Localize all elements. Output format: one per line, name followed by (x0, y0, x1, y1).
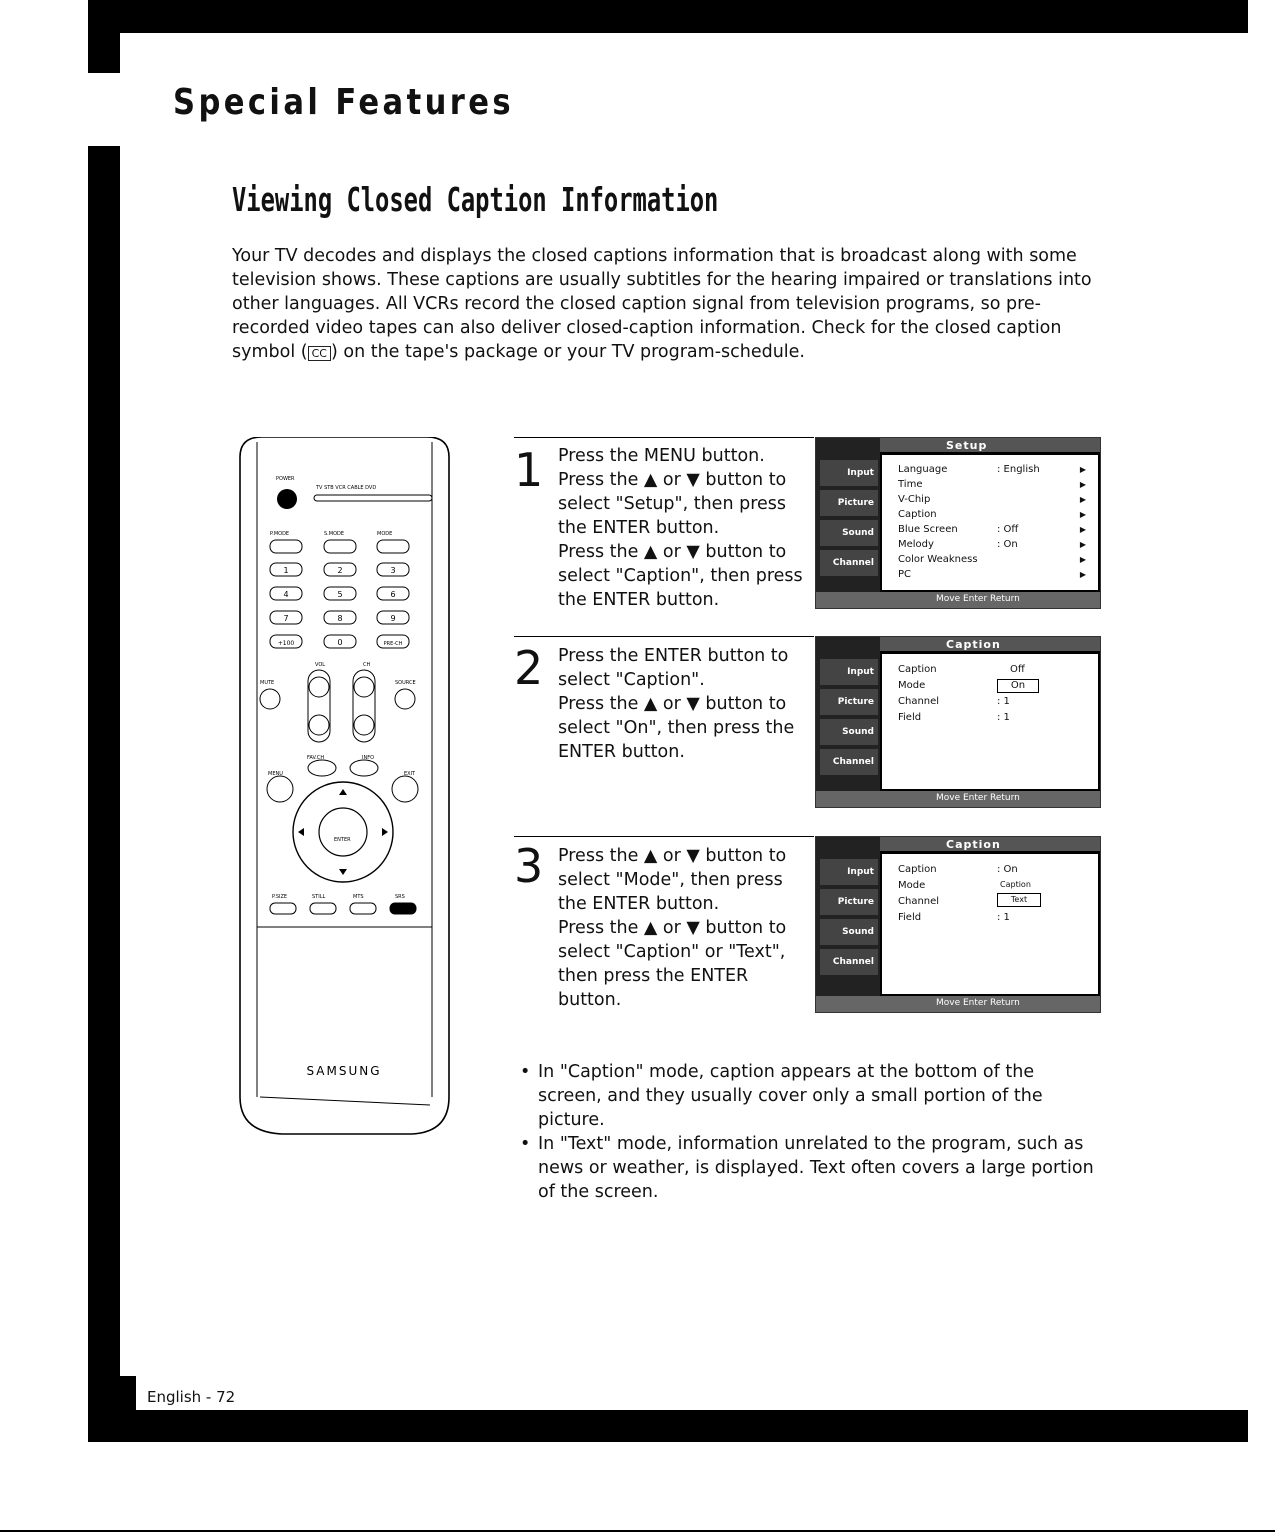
power-button (277, 489, 297, 509)
osd-setup-row-pc: PC (898, 569, 912, 580)
osd3-val-mode: Caption (1000, 880, 1031, 889)
srs-label: SRS (395, 894, 405, 900)
bottom-bar (88, 1410, 1248, 1442)
intro-text-1: Your TV decodes and displays the closed captions information that is broadcast along with some television shows. These captions are usually subtitles for the hearing impaired or translations into other languages. All VCRs record the closed caption signal from television programs, so pre-recorded video tapes can also deliver closed-caption information. Check for the closed caption symbol ( (232, 246, 1092, 362)
favch-label: FAV.CH (307, 755, 325, 761)
step1-text (558, 444, 813, 612)
top-bar (88, 0, 1248, 33)
osd-setup-input: Input (820, 460, 878, 486)
arrow-right-icon: ▶ (1079, 555, 1086, 564)
exit-label: EXIT (404, 771, 416, 777)
step3-rule (514, 836, 814, 837)
osd-setup-val-bluescreen: : Off (997, 524, 1019, 535)
pmode-label: P.MODE (270, 531, 290, 537)
arrow-right-icon: ▶ (1079, 540, 1086, 549)
source-label: SOURCE (395, 680, 416, 686)
note-text-mode: • In "Text" mode, information unrelated to the program, such as news or weather, is displayed. Text often covers a large portion of the screen. (520, 1132, 1100, 1204)
osd-setup-row-melody: Melody (898, 539, 934, 550)
enter-label: ENTER (334, 837, 351, 843)
arrow-right-icon: ▶ (1079, 510, 1086, 519)
osd2-val-caption: Off (1010, 664, 1025, 675)
osd-setup-row-caption: Caption (898, 509, 937, 520)
step2-line2: Press the ▲ or ▼ button to select "On", then press the ENTER button. (558, 694, 795, 762)
smode-label: S.MODE (324, 531, 345, 537)
arrow-right-icon: ▶ (1079, 480, 1086, 489)
left-bar-top (88, 0, 120, 73)
key-4: 4 (283, 590, 289, 599)
left-bar (88, 146, 120, 1376)
step2-line1: Press the ENTER button to select "Caption". (558, 646, 789, 690)
arrow-right-icon: ▶ (1079, 570, 1086, 579)
osd3-val-caption: : On (997, 864, 1018, 875)
step1-line3: Press the ▲ or ▼ button to select "Caption", then press the ENTER button. (558, 542, 803, 610)
osd-setup-screen (815, 437, 1101, 609)
osd3-row-channel: Channel (898, 896, 940, 907)
step3-text (558, 844, 813, 1012)
step2-text (558, 644, 813, 764)
key-1: 1 (283, 566, 289, 575)
mute-label: MUTE (260, 680, 275, 686)
osd2-row-field: Field (898, 712, 922, 723)
remote-brand: SAMSUNG (306, 1064, 382, 1078)
osd-setup-picture: Picture (820, 490, 878, 516)
osd2-channel: Channel (820, 749, 878, 775)
osd2-input: Input (820, 659, 878, 685)
mts-label: MTS (353, 894, 364, 900)
osd2-footer-text: Move Enter Return (936, 793, 1020, 803)
osd3-row-mode: Mode (898, 880, 926, 891)
key-2: 2 (337, 566, 343, 575)
osd2-sound: Sound (820, 719, 878, 745)
page-heading: Viewing Closed Caption Information (232, 180, 719, 219)
step1-line1: Press the MENU button. (558, 446, 765, 466)
osd-setup-footer-text: Move Enter Return (936, 594, 1020, 604)
step1-line2: Press the ▲ or ▼ button to select "Setup", then press the ENTER button. (558, 470, 787, 538)
menu-label: MENU (268, 771, 283, 777)
step3-line1: Press the ▲ or ▼ button to select "Mode", then press the ENTER button. (558, 846, 787, 914)
osd2-panel (882, 654, 1098, 789)
key-100: +100 (277, 640, 295, 647)
osd-setup-sound: Sound (820, 520, 878, 546)
note-caption-mode: • In "Caption" mode, caption appears at the bottom of the screen, and they usually cover only a small portion of the picture. (520, 1060, 1100, 1132)
osd3-row-caption: Caption (898, 864, 937, 875)
step1-number: 1 (514, 443, 544, 497)
key-5: 5 (337, 590, 343, 599)
osd-setup-title: Setup (946, 439, 988, 452)
osd-setup-panel (882, 455, 1098, 590)
step2-rule (514, 636, 814, 637)
remote-svg (232, 437, 457, 1137)
key-prech: PRE-CH (383, 641, 403, 647)
notes-list (520, 1060, 1100, 1204)
osd-setup-row-colorweakness: Color Weakness (898, 554, 978, 565)
arrow-right-icon: ▶ (1079, 495, 1086, 504)
osd2-val-field: : 1 (997, 712, 1010, 723)
vol-label: VOL (315, 662, 326, 668)
osd3-picture: Picture (820, 889, 878, 915)
osd-caption-screen-1 (815, 636, 1101, 808)
still-label: STILL (312, 894, 326, 900)
step3-number: 3 (514, 839, 544, 893)
cc-symbol: CC (308, 346, 331, 361)
osd3-val-field: : 1 (997, 912, 1010, 923)
osd3-title: Caption (946, 838, 1001, 851)
key-9: 9 (390, 614, 396, 623)
osd-setup-footer (816, 592, 1100, 608)
osd3-footer-text: Move Enter Return (936, 998, 1020, 1008)
osd3-input: Input (820, 859, 878, 885)
intro-paragraph (232, 244, 1092, 364)
osd3-panel (882, 854, 1098, 994)
bottom-rule (0, 1530, 1275, 1532)
key-0: 0 (337, 638, 343, 647)
osd-setup-channel: Channel (820, 550, 878, 576)
section-title: Special Features (173, 82, 515, 123)
osd-setup-val-language: : English (997, 464, 1040, 475)
key-8: 8 (337, 614, 343, 623)
arrow-right-icon: ▶ (1079, 525, 1086, 534)
step2-number: 2 (514, 641, 544, 695)
osd3-row-field: Field (898, 912, 922, 923)
osd2-row-channel: Channel (898, 696, 940, 707)
osd3-channel: Channel (820, 949, 878, 975)
osd2-val-mode: On (997, 679, 1039, 693)
step1-rule (514, 437, 814, 438)
osd-setup-row-time: Time (898, 479, 923, 490)
osd2-row-mode: Mode (898, 680, 926, 691)
osd3-footer (816, 996, 1100, 1012)
key-3: 3 (390, 566, 396, 575)
power-label: POWER (276, 476, 295, 482)
remote-illustration (232, 437, 457, 1141)
page-number: English - 72 (147, 1388, 236, 1406)
osd3-sound: Sound (820, 919, 878, 945)
osd3-val-text: Text (997, 893, 1041, 907)
key-7: 7 (283, 614, 289, 623)
osd2-picture: Picture (820, 689, 878, 715)
psize-label: P.SIZE (272, 894, 288, 900)
mode-label: MODE (377, 531, 393, 537)
osd-setup-val-melody: : On (997, 539, 1018, 550)
osd-setup-row-vchip: V-Chip (898, 494, 931, 505)
intro-text-2: ) on the tape's package or your TV program-schedule. (330, 342, 805, 362)
osd2-val-channel: : 1 (997, 696, 1010, 707)
osd2-row-caption: Caption (898, 664, 937, 675)
osd2-title: Caption (946, 638, 1001, 651)
osd-setup-row-language: Language (898, 464, 948, 475)
osd-caption-screen-2 (815, 836, 1101, 1013)
osd2-footer (816, 791, 1100, 807)
mode-labels: TV STB VCR CABLE DVD (316, 485, 377, 491)
step3-line2: Press the ▲ or ▼ button to select "Caption" or "Text", then press the ENTER button. (558, 918, 787, 1010)
key-6: 6 (390, 590, 396, 599)
osd-setup-row-bluescreen: Blue Screen (898, 524, 958, 535)
ch-label: CH (363, 662, 371, 668)
info-label: INFO (362, 755, 375, 761)
arrow-right-icon: ▶ (1079, 465, 1086, 474)
